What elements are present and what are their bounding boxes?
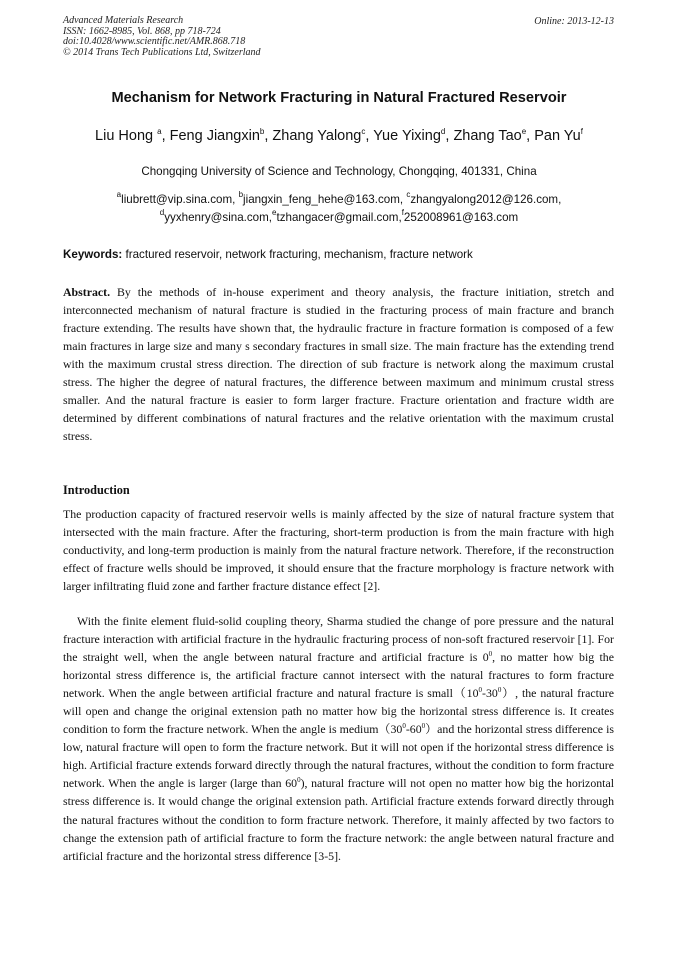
email-mark: e (272, 208, 277, 217)
author-list: Liu Hong $^a$, Feng Jiangxin$^b$, Zhang Yalong$^c$, Yue Yixing$^d$, Zhang Tao$^e$, Pan Yu$^f$ (95, 127, 583, 144)
author-name: Yue Yixing (373, 128, 441, 144)
email-mark: a (116, 190, 122, 199)
text-run: ）, the natural fracture will open and change the original extension path no matter how big the horizontal stress difference is. It creates condition to form the fracture network. When the angle is medium（30 (63, 686, 614, 737)
text-run: -30 (482, 686, 498, 701)
author-name: Liu Hong (95, 128, 154, 144)
text-run: , no matter how big the horizontal stress difference is, the artificial fracture cannot intersect with the natural fractures to form fracture network. When the angle between artificial fracture and natural fracture is small（10 (63, 650, 614, 701)
degree-mark: 0 (478, 686, 483, 695)
email-address[interactable]: zhangyalong2012@126.com (410, 193, 559, 206)
abstract (63, 283, 614, 445)
email-mark: d (159, 208, 165, 217)
keywords-text: fractured reservoir, network fracturing, mechanism, fracture network (125, 248, 473, 261)
author-mark: e (521, 127, 527, 136)
author-name: Feng Jiangxin (169, 128, 260, 144)
email-block (0, 191, 678, 227)
author-mark: a (157, 127, 162, 136)
degree-mark: 0 (402, 722, 406, 731)
keywords (63, 248, 473, 261)
doi-line[interactable]: doi:10.4028/www.scientific.net/AMR.868.718 (63, 36, 246, 47)
journal-name: Advanced Materials Research (63, 15, 184, 26)
issn-line: ISSN: 1662-8985, Vol. 868, pp 718-724 (63, 25, 221, 37)
text-run: With the finite element fluid-solid coupling theory, Sharma studied the change of pore pressure and the natural fracture interaction with artificial fracture in the hydraulic fracturing process of non-soft fractured reservoir [1]. For the straight well, when the angle between natural fracture and artificial fracture is 0 (63, 614, 614, 665)
intro-paragraph-1: The production capacity of fractured reservoir wells is mainly affected by the size of natural fracture system that intersected with the main fracture. After the fracturing, short-term production is from the main fracture with high conductivity, and long-term production is mainly from the natural fracture network. Therefore, if the reconstruction effect of fracture wells should be improved, it should ensure that the fracture morphology is fracture network with larger infiltrating fluid zone and farther fracture distance effect [2]. (63, 507, 614, 594)
journal-header (63, 16, 261, 58)
email-address[interactable]: liubrett@vip.sina.com (121, 193, 233, 206)
author-mark: b (259, 127, 265, 136)
email-mark: c (406, 190, 411, 199)
author-mark: f (580, 127, 583, 136)
email-line-1: $^a$liubrett@vip.sina.com, $^b$jiangxin_feng_hehe@163.com, $^c$zhangyalong2012@126.com, (116, 190, 562, 206)
email-address[interactable]: 252008961@163.com (403, 211, 519, 224)
copyright-line: © 2014 Trans Tech Publications Ltd, Switzerland (63, 46, 261, 58)
degree-mark: 0 (297, 776, 301, 785)
email-line-2: $^d$yyxhenry@sina.com,$^e$tzhangacer@gmail.com,$^f$252008961@163.com (159, 208, 519, 224)
intro-paragraph-2 (63, 612, 614, 865)
author-name: Pan Yu (534, 128, 581, 144)
email-address[interactable]: yyxhenry@sina.com (164, 211, 269, 224)
author-mark: d (440, 127, 446, 136)
paper-title: Mechanism for Network Fracturing in Natural Fractured Reservoir (111, 90, 567, 106)
text-run: ）and the horizontal stress difference is low, natural fracture will open to form the fracture network. But it will not open if the horizontal stress difference is high. Artificial fracture extends forward directly through the natural fractures, without the condition to form fracture network. When the angle is larger (large than 60 (63, 722, 614, 791)
introduction-heading: Introduction (63, 483, 130, 497)
text-run: ), natural fracture will not open no matter how big the horizontal stress difference is. It would change the original extension path. Artificial fracture extends forward directly through the natural fractures without the condition to form fracture network. Therefore, it mainly affected by two factors to change the extension path of artificial fracture to form the fracture network: the angle between natural fracture and artificial fracture and the horizontal stress difference [3-5]. (63, 776, 614, 863)
keywords-label: Keywords: (63, 248, 123, 261)
email-address[interactable]: tzhangacer@gmail.com (276, 211, 399, 224)
degree-mark: 0 (488, 650, 493, 659)
email-address[interactable]: jiangxin_feng_hehe@163.com (243, 193, 400, 206)
email-mark: b (238, 190, 244, 199)
author-mark: c (361, 127, 366, 136)
online-date: Online: 2013-12-13 (534, 16, 614, 27)
author-name: Zhang Tao (453, 128, 522, 144)
abstract-text: By the methods of in-house experiment and theory analysis, the fracture initiation, stretch and interconnected mechanism of natural fracture is studied in the fracturing process of main fracture and branch fracture extending. The results have shown that, the hydraulic fracture in fracture formation is composed of a few main fractures in large size and many s secondary fractures in small size. The main fracture has the extending trend with the maximum crustal stress direction. The direction of sub fracture is network along the maximum crustal stress. The higher the degree of natural fractures, the difference between maximum and minimum crustal stress smaller. And the natural fracture is easier to form larger fracture. Fracture orientation and fracture width are determined by different combinations of natural fractures and the relative orientation with the maximum crustal stress. (63, 285, 614, 444)
email-mark: f (401, 208, 404, 217)
text-run: -60 (405, 722, 422, 737)
affiliation: Chongqing University of Science and Technology, Chongqing, 401331, China (141, 165, 537, 178)
author-name: Zhang Yalong (272, 128, 362, 144)
abstract-label: Abstract. (63, 285, 111, 299)
degree-mark: 0 (497, 686, 502, 695)
degree-mark: 0 (421, 722, 426, 731)
